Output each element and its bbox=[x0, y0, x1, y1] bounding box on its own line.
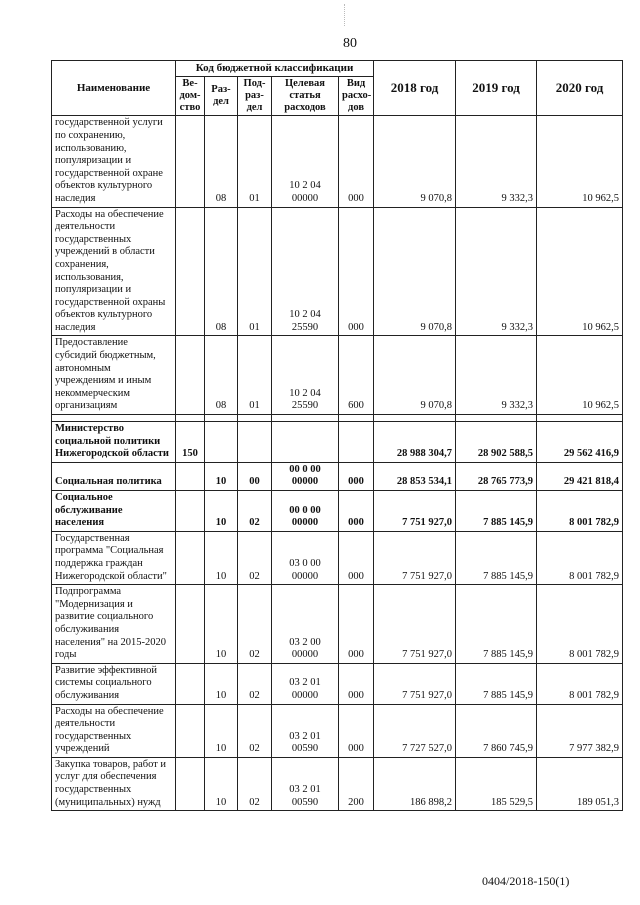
row-name: Закупка товаров, работ и услуг для обеспечения государственных (муниципальных) нужд bbox=[52, 757, 176, 810]
row-2020: 8 001 782,9 bbox=[537, 663, 623, 704]
row-type: 000 bbox=[339, 585, 374, 664]
row-type: 000 bbox=[339, 462, 374, 490]
row-section: 08 bbox=[205, 116, 238, 207]
row-2019: 28 902 588,5 bbox=[456, 422, 537, 463]
row-2019: 7 860 745,9 bbox=[456, 704, 537, 757]
row-2019: 9 332,3 bbox=[456, 207, 537, 336]
row-2020: 29 562 416,9 bbox=[537, 422, 623, 463]
row-dept bbox=[176, 704, 205, 757]
row-type: 000 bbox=[339, 491, 374, 532]
row-2018: 7 751 927,0 bbox=[374, 585, 456, 664]
header-dept: Ве- дом- ство bbox=[176, 77, 205, 116]
row-target: 03 0 00 00000 bbox=[272, 531, 339, 584]
row-target: 03 2 01 00590 bbox=[272, 704, 339, 757]
row-dept bbox=[176, 116, 205, 207]
spacer-row bbox=[52, 415, 623, 422]
row-2018: 7 751 927,0 bbox=[374, 531, 456, 584]
table-row bbox=[52, 704, 623, 757]
row-name: государственной услуги по сохранению, использованию, популяризации и государственной охране объектов культурного наследия bbox=[52, 116, 176, 207]
row-2020: 189 051,3 bbox=[537, 757, 623, 810]
header-name: Наименование bbox=[52, 61, 176, 116]
row-name: Предоставление субсидий бюджетным, автономным учреждениям и иным некоммерческим организациям bbox=[52, 336, 176, 415]
row-name: Социальное обслуживание населения bbox=[52, 491, 176, 532]
row-type: 000 bbox=[339, 704, 374, 757]
row-section: 10 bbox=[205, 757, 238, 810]
row-2018: 186 898,2 bbox=[374, 757, 456, 810]
row-name: Расходы на обеспечение деятельности государственных учреждений bbox=[52, 704, 176, 757]
row-name: Государственная программа "Социальная поддержка граждан Нижегородской области" bbox=[52, 531, 176, 584]
scan-marks bbox=[344, 4, 351, 26]
header-code-group: Код бюджетной классификации bbox=[176, 61, 374, 77]
row-section: 08 bbox=[205, 207, 238, 336]
row-dept bbox=[176, 585, 205, 664]
header-2020: 2020 год bbox=[537, 61, 623, 116]
budget-table bbox=[51, 60, 623, 811]
table-row bbox=[52, 491, 623, 532]
row-subsection: 02 bbox=[238, 531, 272, 584]
row-subsection: 02 bbox=[238, 757, 272, 810]
row-section: 10 bbox=[205, 663, 238, 704]
row-2018: 7 727 527,0 bbox=[374, 704, 456, 757]
row-2019: 9 332,3 bbox=[456, 116, 537, 207]
header-section: Раз- дел bbox=[205, 77, 238, 116]
row-2018: 9 070,8 bbox=[374, 336, 456, 415]
row-dept bbox=[176, 531, 205, 584]
row-name: Подпрограмма "Модернизация и развитие социального обслуживания населения" на 2015-2020 годы bbox=[52, 585, 176, 664]
table-row bbox=[52, 336, 623, 415]
row-subsection: 02 bbox=[238, 704, 272, 757]
row-type: 000 bbox=[339, 663, 374, 704]
row-target: 03 2 01 00590 bbox=[272, 757, 339, 810]
row-2020: 10 962,5 bbox=[537, 207, 623, 336]
document-code: 0404/2018-150(1) bbox=[482, 874, 570, 888]
row-2018: 7 751 927,0 bbox=[374, 491, 456, 532]
row-subsection: 02 bbox=[238, 663, 272, 704]
row-type: 000 bbox=[339, 116, 374, 207]
row-target: 00 0 00 00000 bbox=[272, 462, 339, 490]
row-2020: 8 001 782,9 bbox=[537, 491, 623, 532]
row-target: 10 2 04 25590 bbox=[272, 207, 339, 336]
header-subsection: Под- раз- дел bbox=[238, 77, 272, 116]
row-2018: 9 070,8 bbox=[374, 116, 456, 207]
row-type bbox=[339, 422, 374, 463]
row-dept bbox=[176, 757, 205, 810]
row-dept: 150 bbox=[176, 422, 205, 463]
header-target: Целевая статья расходов bbox=[272, 77, 339, 116]
row-section bbox=[205, 422, 238, 463]
row-2019: 7 885 145,9 bbox=[456, 531, 537, 584]
row-type: 600 bbox=[339, 336, 374, 415]
row-target: 03 2 01 00000 bbox=[272, 663, 339, 704]
row-2019: 185 529,5 bbox=[456, 757, 537, 810]
table-row bbox=[52, 585, 623, 664]
row-2019: 7 885 145,9 bbox=[456, 491, 537, 532]
row-2018: 7 751 927,0 bbox=[374, 663, 456, 704]
row-subsection: 02 bbox=[238, 585, 272, 664]
row-2020: 8 001 782,9 bbox=[537, 531, 623, 584]
row-section: 10 bbox=[205, 585, 238, 664]
row-type: 000 bbox=[339, 207, 374, 336]
row-section: 10 bbox=[205, 531, 238, 584]
row-subsection: 02 bbox=[238, 491, 272, 532]
row-subsection: 01 bbox=[238, 116, 272, 207]
table-row bbox=[52, 116, 623, 207]
row-subsection: 01 bbox=[238, 207, 272, 336]
row-type: 200 bbox=[339, 757, 374, 810]
row-target: 10 2 04 00000 bbox=[272, 116, 339, 207]
table-row bbox=[52, 422, 623, 463]
row-dept bbox=[176, 491, 205, 532]
row-2020: 10 962,5 bbox=[537, 116, 623, 207]
row-2020: 10 962,5 bbox=[537, 336, 623, 415]
table-row bbox=[52, 531, 623, 584]
row-2020: 7 977 382,9 bbox=[537, 704, 623, 757]
row-subsection bbox=[238, 422, 272, 463]
row-dept bbox=[176, 207, 205, 336]
row-dept bbox=[176, 462, 205, 490]
row-target: 10 2 04 25590 bbox=[272, 336, 339, 415]
table-row bbox=[52, 663, 623, 704]
row-target: 03 2 00 00000 bbox=[272, 585, 339, 664]
page-number: 80 bbox=[343, 36, 357, 51]
row-dept bbox=[176, 336, 205, 415]
table-row bbox=[52, 207, 623, 336]
row-target bbox=[272, 422, 339, 463]
row-2019: 9 332,3 bbox=[456, 336, 537, 415]
row-name: Расходы на обеспечение деятельности государственных учреждений в области сохранения, использования, популяризации и государственной охраны объектов культурного наследия bbox=[52, 207, 176, 336]
row-2020: 29 421 818,4 bbox=[537, 462, 623, 490]
row-subsection: 01 bbox=[238, 336, 272, 415]
header-2018: 2018 год bbox=[374, 61, 456, 116]
row-name: Социальная политика bbox=[52, 462, 176, 490]
row-section: 10 bbox=[205, 491, 238, 532]
table-row bbox=[52, 757, 623, 810]
row-section: 10 bbox=[205, 704, 238, 757]
row-2018: 9 070,8 bbox=[374, 207, 456, 336]
row-2018: 28 988 304,7 bbox=[374, 422, 456, 463]
header-type: Вид расхо- дов bbox=[339, 77, 374, 116]
header-row-1 bbox=[52, 61, 623, 77]
row-target: 00 0 00 00000 bbox=[272, 491, 339, 532]
row-2019: 28 765 773,9 bbox=[456, 462, 537, 490]
row-subsection: 00 bbox=[238, 462, 272, 490]
row-name: Министерство социальной политики Нижегородской области bbox=[52, 422, 176, 463]
row-2019: 7 885 145,9 bbox=[456, 663, 537, 704]
header-2019: 2019 год bbox=[456, 61, 537, 116]
table-row bbox=[52, 462, 623, 490]
row-section: 10 bbox=[205, 462, 238, 490]
row-2018: 28 853 534,1 bbox=[374, 462, 456, 490]
row-name: Развитие эффективной системы социального обслуживания bbox=[52, 663, 176, 704]
row-dept bbox=[176, 663, 205, 704]
row-2020: 8 001 782,9 bbox=[537, 585, 623, 664]
row-section: 08 bbox=[205, 336, 238, 415]
row-type: 000 bbox=[339, 531, 374, 584]
row-2019: 7 885 145,9 bbox=[456, 585, 537, 664]
